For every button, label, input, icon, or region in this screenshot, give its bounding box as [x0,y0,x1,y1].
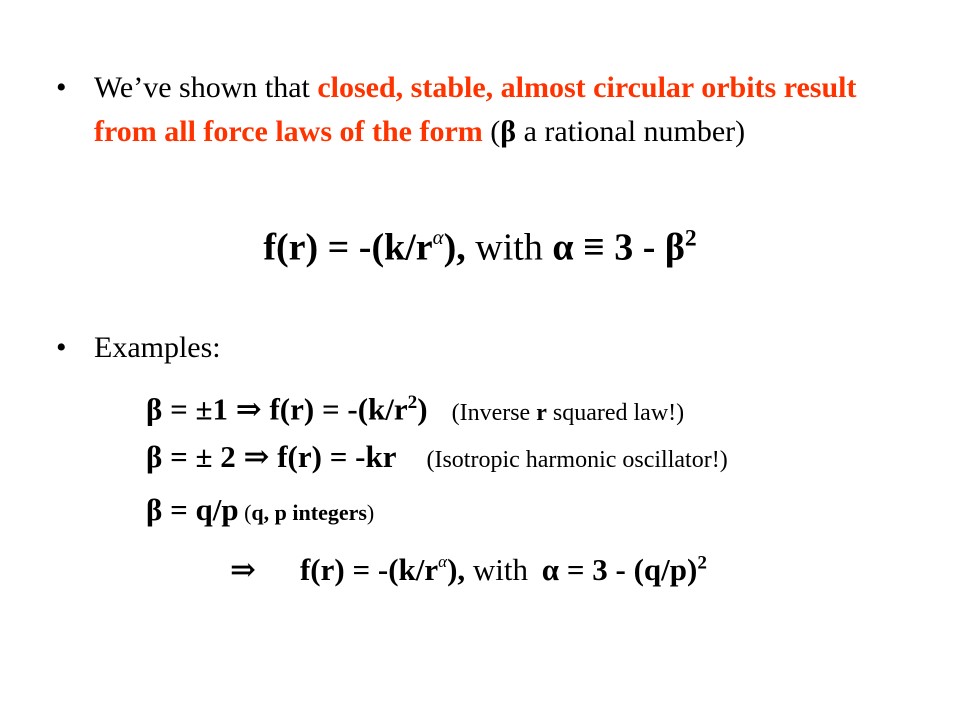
ex4-sup-2: 2 [697,552,707,574]
ex4-with: with [465,551,536,587]
bullet-marker: • [56,331,67,364]
ex1-note-r: r [536,399,547,426]
ex4-formula-b: ), [447,551,466,587]
bullet-marker: • [56,71,67,104]
bullet-lead-text: We’ve shown that [94,71,318,104]
formula-with: with [465,226,553,269]
paren-open: ( [482,115,501,148]
ex1-note-b: squared law!) [546,399,685,426]
ex2-formula: β = ± 2 ⇒ f(r) = -kr [146,439,397,474]
beta-symbol: β [500,115,517,148]
ex2-note: (Isotropic harmonic oscillator!) [426,447,728,473]
paren-rest: a rational number) [516,115,746,148]
example-rational-beta [146,490,374,533]
ex4-formula-a: f(r) = -(k/r [299,551,439,587]
ex3-note-bold: q, p integers [251,500,367,525]
ex3-note-close: ) [366,500,375,525]
ex1-note [452,400,685,426]
example-inverse-square [146,383,684,433]
example-harmonic-oscillator [146,437,728,480]
ex1-formula-b: ) [417,391,428,427]
formula-part2: ), [443,226,466,269]
ex4-formula-c: α = 3 - (q/p) [541,551,698,587]
bullet-closed-orbits [56,66,916,154]
main-formula [0,212,960,273]
bullet-text [94,66,916,154]
formula-part1: f(r) = -(k/r [263,226,433,269]
formula-part3: α ≡ 3 - β [552,226,685,269]
ex1-sup: 2 [407,392,418,413]
ex1-formula-a: β = ±1 ⇒ f(r) = -(k/r [146,391,408,427]
ex3-formula: β = q/p [146,492,239,527]
example-general-formula [230,542,707,590]
ex1-note-a: (Inverse [451,399,537,426]
ex3-note-open: ( [238,500,252,525]
highlighted-claim: closed, stable, almost circular orbits result from all force laws of the form [94,71,857,148]
examples-label: Examples: [94,331,221,364]
formula-sup-alpha: α [432,225,444,249]
ex4-sup-alpha: α [438,552,448,571]
implies-arrow: ⇒ [230,551,256,587]
formula-sup-2: 2 [684,225,697,252]
bullet-examples [56,326,916,370]
